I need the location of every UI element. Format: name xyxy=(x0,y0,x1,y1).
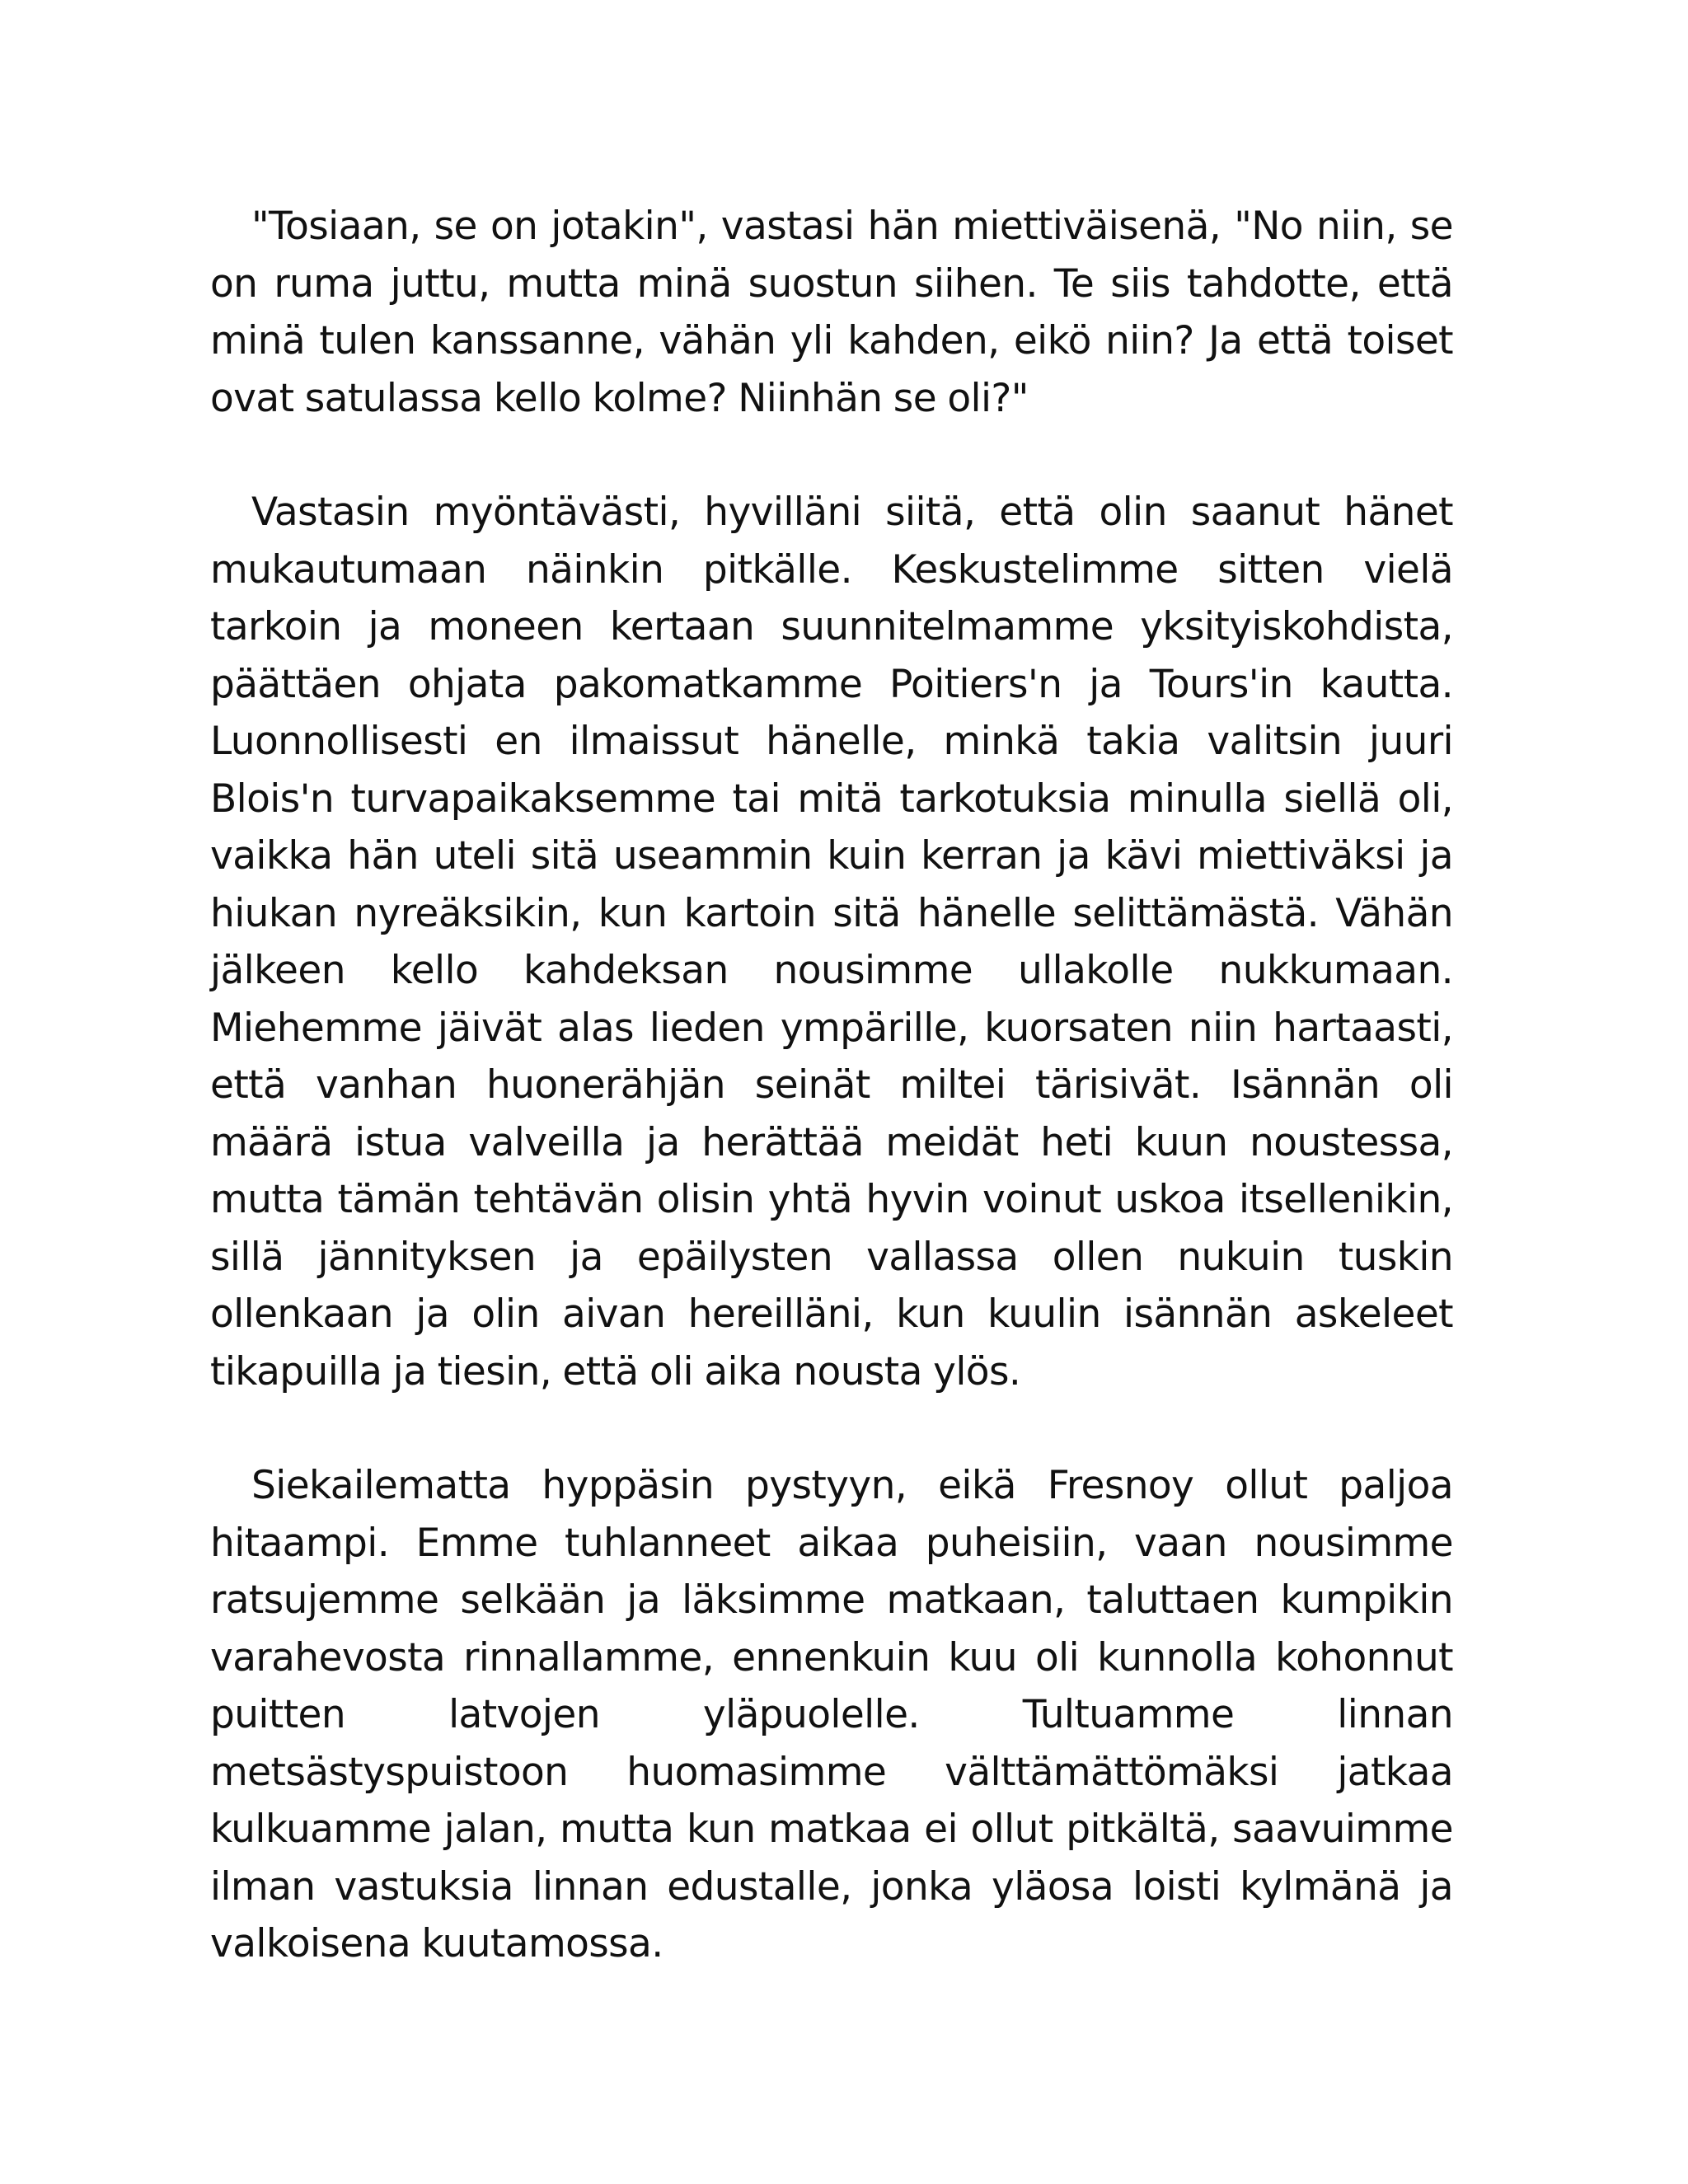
paragraph-2: Vastasin myöntävästi, hyvilläni siitä, että olin saanut hänet mukautumaan näinkin pitkälle. Keskustelimme sitten vielä tarkoin ja moneen kertaan suunnitelmamme yksityiskohdista, päättäen ohjata pakomatkamme Poitiers'n ja Tours'in kautta. Luonnollisesti en ilmaissut hänelle, minkä takia valitsin juuri Blois'n turvapaikaksemme tai mitä tarkotuksia minulla siellä oli, vaikka hän uteli sitä useammin kuin kerran ja kävi miettiväksi ja hiukan nyreäksikin, kun kartoin sitä hänelle selittämästä. Vähän jälkeen kello kahdeksan nousimme ullakolle nukkumaan. Miehemme jäivät alas lieden ympärille, kuorsaten niin hartaasti, että vanhan huonerähjän seinät miltei tärisivät. Isännän oli määrä istua valveilla ja herättää meidät heti kuun noustessa, mutta tämän tehtävän olisin yhtä hyvin voinut uskoa itsellenikin, sillä jännityksen ja epäilysten vallassa ollen nukuin tuskin ollenkaan ja olin aivan hereilläni, kun kuulin isännän askeleet tikapuilla ja tiesin, että oli aika nousta ylös. xyxy=(210,490,1453,1394)
document-page xyxy=(210,198,1453,1973)
paragraph-1: "Tosiaan, se on jotakin", vastasi hän miettiväisenä, "No niin, se on ruma juttu, mutta minä suostun siihen. Te siis tahdotte, että minä tulen kanssanne, vähän yli kahden, eikö niin? Ja että toiset ovat satulassa kello kolme? Niinhän se oli?" xyxy=(210,204,1453,421)
paragraph-3: Siekailematta hyppäsin pystyyn, eikä Fresnoy ollut paljoa hitaampi. Emme tuhlanneet aikaa puheisiin, vaan nousimme ratsujemme selkään ja läksimme matkaan, taluttaen kumpikin varahevosta rinnallamme, ennenkuin kuu oli kunnolla kohonnut puitten latvojen yläpuolelle. Tultuamme linnan metsästyspuistoon huomasimme välttämättömäksi jatkaa kulkuamme jalan, mutta kun matkaa ei ollut pitkältä, saavuimme ilman vastuksia linnan edustalle, jonka yläosa loisti kylmänä ja valkoisena kuutamossa. xyxy=(210,1463,1453,1966)
